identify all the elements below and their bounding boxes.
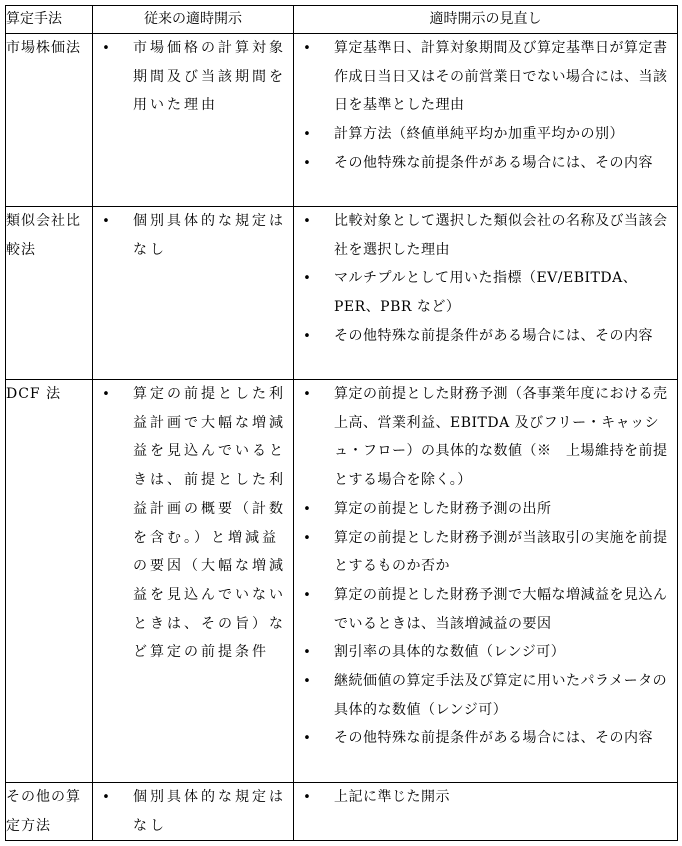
item-text: 比較対象として選択した類似会社の名称及び当該会社を選択した理由	[334, 213, 668, 258]
bullet-icon	[101, 783, 111, 813]
item-text: 上記に準じた開示	[334, 789, 450, 805]
bullet-icon	[302, 322, 312, 352]
conventional-list	[93, 207, 293, 264]
item-text: 算定の前提とした財務予測（各事業年度における売上高、営業利益、EBITDA 及びフリー・キャッシュ・フロー）の具体的な数値（※ 上場維持を前提とする場合を除く。）	[334, 386, 668, 489]
table-row	[6, 380, 678, 783]
method-cell: その他の算定方法	[6, 783, 93, 841]
item-text: 算定の前提とした利益計画で大幅な増減益を見込んでいるときは、前提とした利益計画の概要（計数を含む。）と増減益の要因（大幅な増減益を見込んでいないときは、その旨）など算定の前提条件	[133, 386, 286, 661]
conventional-list	[93, 783, 293, 840]
bullet-icon	[101, 34, 111, 64]
header-method: 算定手法	[6, 6, 93, 34]
header-revised: 適時開示の見直し	[294, 6, 678, 34]
bullet-icon	[302, 34, 312, 64]
bullet-icon	[302, 667, 312, 697]
bullet-icon	[302, 724, 312, 754]
item-text: マルチプルとして用いた指標（EV/EBITDA、PER、PBR など）	[334, 270, 638, 316]
list-item	[93, 207, 293, 264]
revised-cell	[294, 207, 678, 380]
table-row	[6, 34, 678, 207]
list-item	[93, 783, 293, 840]
list-item	[294, 380, 677, 495]
conventional-cell	[93, 380, 294, 783]
list-item	[294, 581, 677, 638]
item-text: 個別具体的な規定はなし	[133, 789, 286, 834]
list-item	[294, 264, 677, 321]
bullet-icon	[302, 149, 312, 179]
bullet-icon	[302, 581, 312, 611]
item-text: その他特殊な前提条件がある場合には、その内容	[334, 327, 653, 344]
table-row	[6, 207, 678, 380]
list-item	[294, 322, 677, 351]
revised-cell	[294, 783, 678, 841]
header-row	[6, 6, 678, 34]
revised-list	[294, 34, 677, 178]
item-text: その他特殊な前提条件がある場合には、その内容	[334, 730, 653, 747]
bullet-icon	[302, 120, 312, 150]
item-text: 個別具体的な規定はなし	[133, 213, 286, 258]
bullet-icon	[302, 638, 312, 668]
header-conventional: 従来の適時開示	[93, 6, 294, 34]
list-item	[294, 495, 677, 524]
list-item	[294, 524, 677, 581]
bullet-icon	[302, 380, 312, 410]
item-text: 計算方法（終値単純平均か加重平均かの別）	[334, 126, 624, 143]
bullet-icon	[302, 524, 312, 554]
list-item	[294, 783, 677, 812]
item-text: 割引率の具体的な数値（レンジ可）	[334, 644, 566, 661]
conventional-cell	[93, 207, 294, 380]
list-item	[294, 667, 677, 724]
conventional-list	[93, 380, 293, 667]
bullet-icon	[302, 495, 312, 525]
table-row	[6, 783, 678, 841]
revised-cell	[294, 34, 678, 207]
disclosure-comparison-table	[5, 5, 678, 841]
bullet-icon	[302, 783, 312, 813]
list-item	[294, 34, 677, 120]
bullet-icon	[302, 264, 312, 294]
list-item	[294, 638, 677, 667]
item-text: その他特殊な前提条件がある場合には、その内容	[334, 154, 653, 171]
method-cell: DCF 法	[6, 380, 93, 783]
item-text: 算定基準日、計算対象期間及び算定基準日が算定書作成日当日又はその前営業日でない場合には、当該日を基準とした理由	[334, 40, 668, 114]
list-item	[294, 207, 677, 264]
conventional-cell	[93, 783, 294, 841]
method-cell: 類似会社比較法	[6, 207, 93, 380]
list-item	[93, 34, 293, 120]
list-item	[294, 120, 677, 149]
revised-list	[294, 207, 677, 351]
revised-cell	[294, 380, 678, 783]
item-text: 継続価値の算定手法及び算定に用いたパラメータの具体的な数値（レンジ可）	[334, 673, 668, 718]
conventional-list	[93, 34, 293, 120]
item-text: 市場価格の計算対象期間及び当該期間を用いた理由	[133, 40, 286, 114]
method-cell: 市場株価法	[6, 34, 93, 207]
item-text: 算定の前提とした財務予測が当該取引の実施を前提とするものか否か	[334, 529, 668, 575]
list-item	[294, 724, 677, 753]
bullet-icon	[101, 207, 111, 237]
list-item	[93, 380, 293, 667]
revised-list	[294, 380, 677, 753]
item-text: 算定の前提とした財務予測で大幅な増減益を見込んでいるときは、当該増減益の要因	[334, 586, 668, 632]
revised-list	[294, 783, 677, 812]
list-item	[294, 149, 677, 178]
bullet-icon	[302, 207, 312, 237]
conventional-cell	[93, 34, 294, 207]
bullet-icon	[101, 380, 111, 410]
item-text: 算定の前提とした財務予測の出所	[334, 500, 552, 517]
